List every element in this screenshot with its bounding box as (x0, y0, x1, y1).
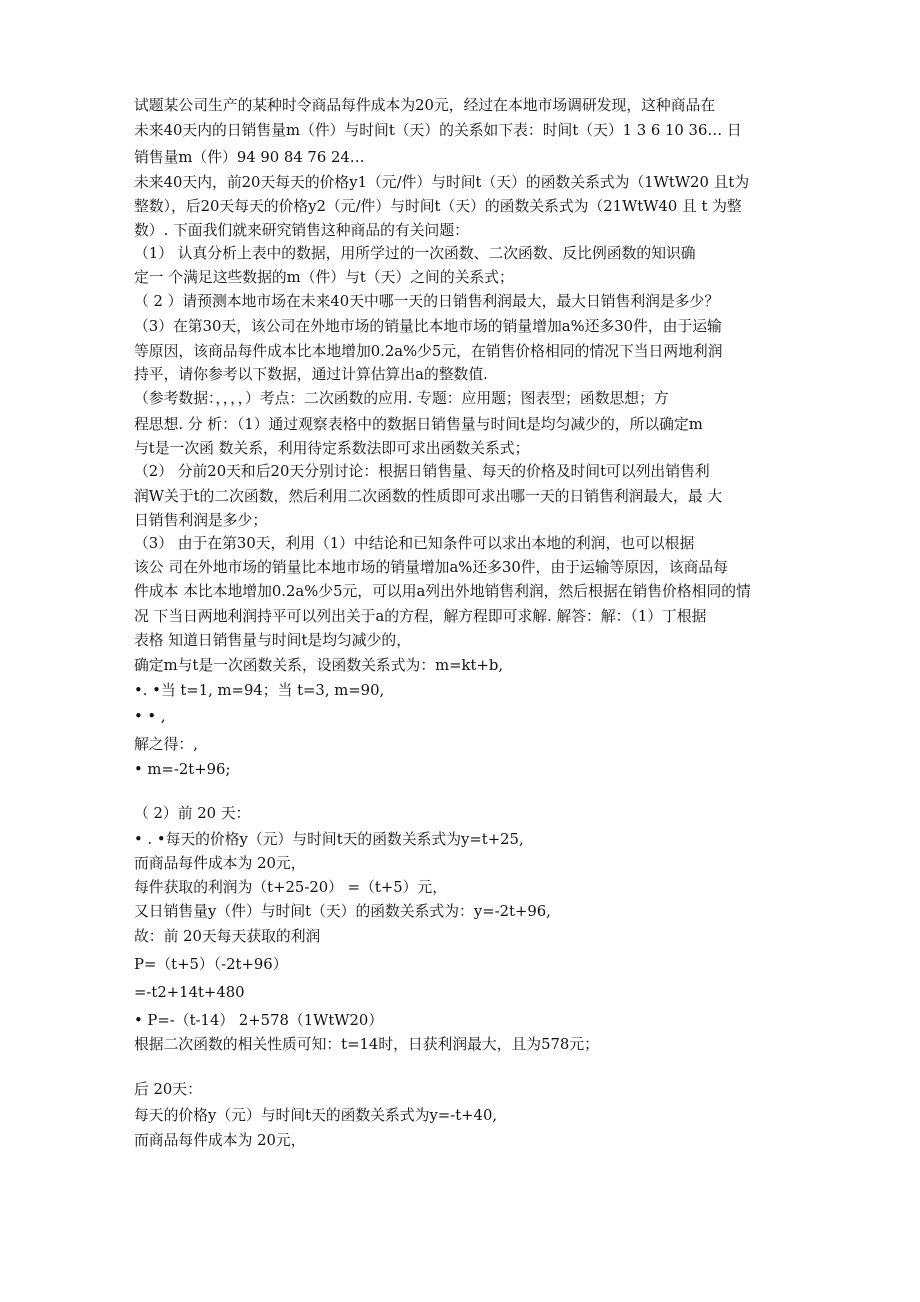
text-line-20: 该公 司在外地市场的销量比本地市场的销量增加a%还多30件，由于运输等原因，该商品每 (134, 559, 728, 576)
text-line-21: 件成本 本比本地增加0.2a%少5元，可以用a列出外地销售利润，然后根据在销售价格相同的情 (134, 583, 751, 600)
text-line-15: 与t是一次函 数关系，利用待定系数法即可求出函数关系式； (134, 440, 530, 457)
text-line-11: 等原因，该商品每件成本比本地增加0.2a%少5元，在销售价格相同的情况下当日两地利润 (134, 343, 723, 360)
text-line-39: 根据二次函数的相关性质可知：t=14时，日获利润最大，且为578元； (134, 1036, 599, 1053)
text-line-32: 而商品每件成本为 20元， (134, 855, 306, 872)
text-line-6: 数）. 下面我们就来研究销售这种商品的有关问题： (134, 222, 469, 239)
text-line-26: • • , (134, 708, 166, 725)
text-line-13: （参考数据：，，，，）考点：二次函数的应用. 专题：应用题；图表型；函数思想；方 (134, 390, 669, 407)
text-line-12: 持平，请你参考以下数据，通过计算估算出a的整数值. (134, 366, 488, 383)
text-line-9: （ 2 ）请预测本地市场在未来40天中哪一天的日销售利润最大，最大日销售利润是多少？ (134, 293, 720, 310)
text-line-31: • . •每天的价格y（元）与时间t天的函数关系式为y=t+25, (134, 831, 524, 848)
text-line-36: P=（t+5）（-2t+96） (134, 956, 288, 973)
text-line-5: 整数），后20天每天的价格y2（元/件）与时间t（天）的函数关系式为（21WtW40 且 t 为整 (134, 198, 742, 215)
text-line-7: （1） 认真分析上表中的数据，用所学过的一次函数、二次函数、反比例函数的知识确 (134, 245, 696, 262)
text-line-28: • m=-2t+96; (134, 761, 231, 778)
text-line-27: 解之得：, (134, 736, 198, 753)
text-line-37: =-t2+14t+480 (134, 984, 245, 1001)
text-line-19: （3） 由于在第30天，利用（1）中结论和已知条件可以求出本地的利润，也可以根据 (134, 535, 695, 552)
text-line-10: （3）在第30天，该公司在外地市场的销量比本地市场的销量增加a%还多30件，由于运输 (134, 318, 722, 335)
text-line-25: •. •当 t=1, m=94；当 t=3, m=90, (134, 682, 385, 699)
text-line-17: 润W关于t的二次函数，然后利用二次函数的性质即可求出哪一天的日销售利润最大，最 大 (134, 488, 723, 505)
text-line-41: 后 20天： (134, 1081, 202, 1098)
text-line-1: 试题某公司生产的某种时令商品每件成本为20元，经过在本地市场调研发现，这种商品在 (134, 97, 716, 114)
text-line-8: 定一 个满足这些数据的m（件）与t（天）之间的关系式； (134, 269, 514, 286)
text-line-42: 每天的价格y（元）与时间t天的函数关系式为y=-t+40, (134, 1107, 498, 1124)
text-line-14: 程思想. 分 析：（1）通过观察表格中的数据日销售量与时间t是均匀减少的，所以确定m (134, 416, 703, 433)
text-line-38: • P=-（t-14） 2+578（1WtW20） (134, 1012, 384, 1029)
text-line-4: 未来40天内，前20天每天的价格y1（元/件）与时间t（天）的函数关系式为（1WtW20 且t为 (134, 174, 750, 191)
text-line-33: 每件获取的利润为（t+25-20） =（t+5）元， (134, 879, 448, 896)
text-line-16: （2） 分前20天和后20天分别讨论：根据日销售量、每天的价格及时间t可以列出销售利 (134, 463, 710, 480)
text-line-34: 又日销售量y（件）与时间t（天）的函数关系式为：y=-2t+96, (134, 903, 551, 920)
text-line-43: 而商品每件成本为 20元， (134, 1132, 306, 1149)
text-line-3: 销售量m（件）94 90 84 76 24… (134, 149, 365, 166)
text-line-30: （ 2）前 20 天： (134, 805, 251, 822)
text-line-23: 表格 知道日销售量与时间t是均匀减少的， (134, 632, 411, 649)
text-line-22: 况 下当日两地利润持平可以列出关于a的方程，解方程即可求解. 解答：解：（1）丁根据 (134, 608, 707, 625)
text-line-18: 日销售利润是多少； (134, 512, 268, 529)
text-line-2: 未来40天内的日销售量m（件）与时间t（天）的关系如下表：时间t（天）1 3 6 10 36… 日 (134, 122, 742, 139)
text-line-24: 确定m与t是一次函数关系，设函数关系式为：m=kt+b, (134, 657, 504, 674)
text-line-35: 故：前 20天每天获取的利润 (134, 928, 321, 945)
